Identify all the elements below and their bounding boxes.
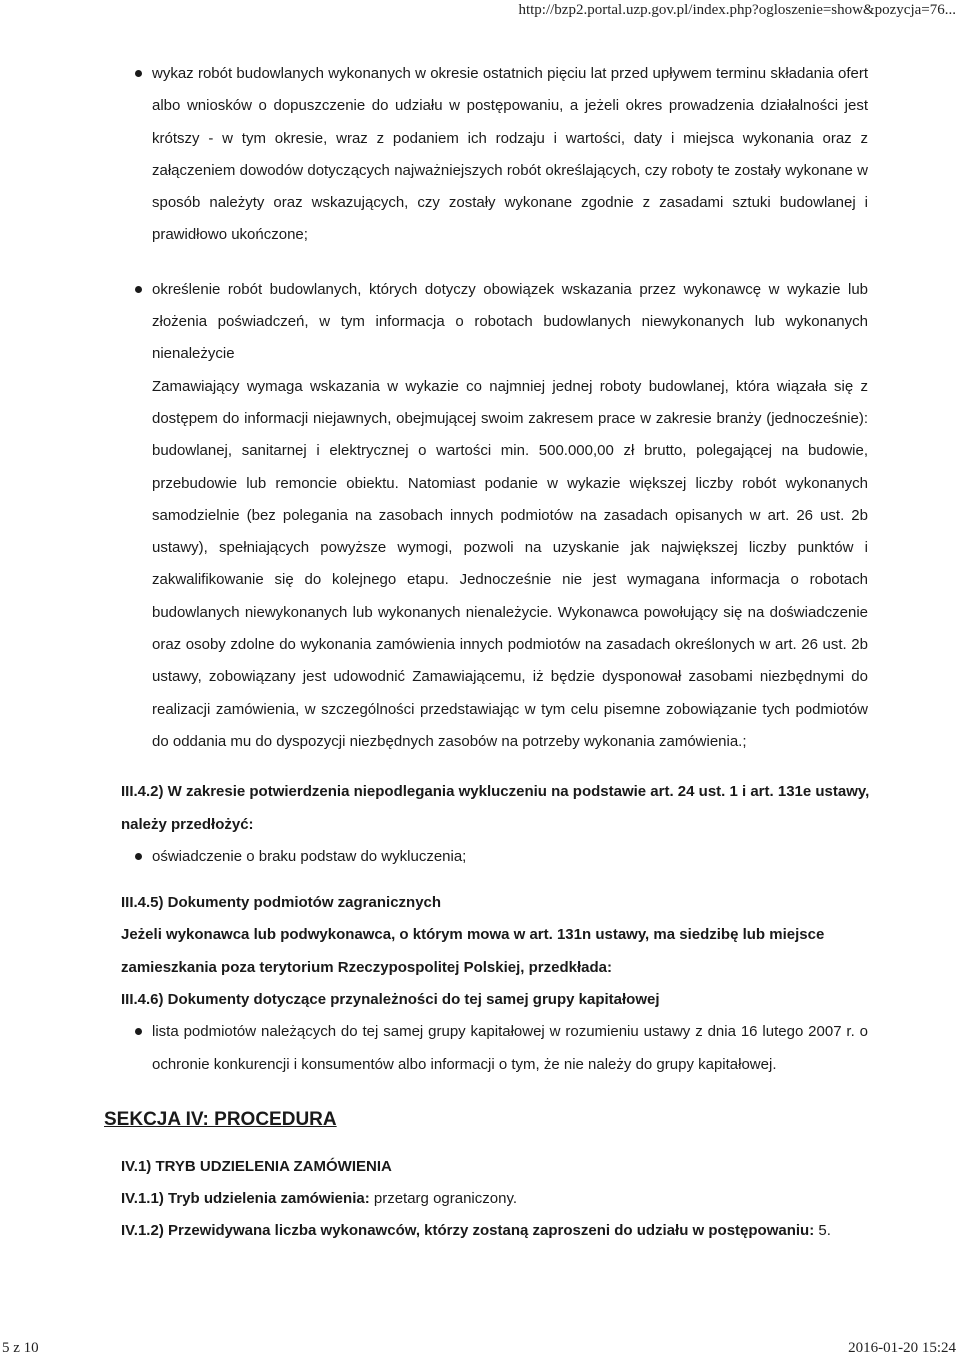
requirement-paragraph: Zamawiający wymaga wskazania w wykazie co najmniej jednej roboty budowlanej, która wiązała się z dostępem do informacji niejawnych, obejmującej swoim zakresem prace w zakresie branży (jednocześnie): budowlanej, sanitarnej i elektrycznej o wartości min. 500.000,00 zł brutto, polegającej na budowie, przebudowie lub remoncie obiektu. Natomiast podanie w wykazie większej liczby robót wykonanych samodzielnie (bez polegania na zasobach innych podmiotów na zasadach opisanych w art. 26 ust. 2b ustawy), spełniających powyższe wymogi, pozwoli na uzyskanie jak największej liczby punktów i zakwalifikowanie się do kolejnego etapu. Jednocześnie nie jest wymagana informacja o robotach budowlanych niewykonanych lub wykonanych nienależycie. Wykonawca powołujący się na doświadczenie oraz osoby zdolne do wykonania zamówienia innych podmiotów na zasadach określonych w art. 26 ust. 2b ustawy, zobowiązany jest udowodnić Zamawiającemu, iż będzie dysponował zasobami niezbędnymi do realizacji zamówienia, w szczególności przedstawiając w tym celu pisemne zobowiązanie tych podmiotów do oddania mu do dyspozycji niezbędnych zasobów na potrzeby wykonania zamówienia.; [152, 377, 868, 750]
iv-1-1-value: przetarg ograniczony. [369, 1189, 518, 1207]
spacer [0, 873, 960, 887]
section-heading-iii-4-6: III.4.6) Dokumenty dotyczące przynależności do tej samej grupy kapitałowej [121, 991, 660, 1009]
section-heading-iii-4-5: III.4.5) Dokumenty podmiotów zagranicznych [121, 894, 442, 912]
heading-iv-1-label: IV.1) TRYB UDZIELENIA ZAMÓWIENIA [121, 1157, 392, 1175]
iv-1-2-label: IV.1.2) Przewidywana liczba wykonawców, którzy zostaną zaproszeni do udziału w postępowaniu: [121, 1221, 815, 1239]
list-item-works-definition: określenie robót budowlanych, których dotyczy obowiązek wskazania przez wykonawcę w wykazie lub złożenia poświadczeń, w tym informacja o robotach budowlanych niewykonanych lub wykonanych nienależycie [152, 274, 868, 371]
iv-1-2-value: 5. [814, 1221, 831, 1239]
row-iv-1-2 [121, 1215, 901, 1247]
iv-1-1-label: IV.1.1) Tryb udzielenia zamówienia: [121, 1189, 370, 1207]
section-heading-iii-4-2: III.4.2) W zakresie potwierdzenia niepodlegania wykluczeniu na podstawie art. 24 ust. 1 i art. 131e ustawy, należy przedłożyć: [121, 783, 870, 833]
list-item-capital-group: lista podmiotów należących do tej samej grupy kapitałowej w rozumieniu ustawy z dnia 16 lutego 2007 r. o ochronie konkurencji i konsumentów albo informacji o tym, że nie należy do grupy kapitałowej. [152, 1016, 868, 1081]
section-title-iv: SEKCJA IV: PROCEDURA [104, 1108, 337, 1130]
spacer [0, 1133, 960, 1151]
document-body [0, 58, 960, 1247]
spacer [0, 758, 960, 776]
list-item-exclusion-statement: oświadczenie o braku podstaw do wykluczenia; [152, 841, 868, 873]
list-item-works-list: wykaz robót budowlanych wykonanych w okresie ostatnich pięciu lat przed upływem terminu składania ofert albo wniosków o dopuszczenie do udziału w postępowaniu, a jeżeli okres prowadzenia działalności jest krótszy - w tym okresie, wraz z podaniem ich rodzaju i wartości, daty i miejsca wykonania oraz z załączeniem dowodów dotyczących najważniejszych robót określających, czy roboty te zostały wykonane w sposób należyty oraz wskazujących, czy zostały wykonane zgodnie z zasadami sztuki budowlanej i prawidłowo ukończone; [152, 58, 868, 252]
heading-iv-1 [121, 1151, 901, 1183]
spacer [0, 1081, 960, 1107]
header-url: http://bzp2.portal.uzp.gov.pl/index.php?ogloszenie=show&pozycja=76... [518, 2, 956, 18]
page-number: 5 z 10 [2, 1340, 39, 1356]
print-datetime: 2016-01-20 15:24 [848, 1340, 956, 1356]
row-iv-1-1 [121, 1183, 901, 1215]
spacer [0, 252, 960, 274]
subheading-foreign-entities: Jeżeli wykonawca lub podwykonawca, o którym mowa w art. 131n ustawy, ma siedzibę lub miejsce zamieszkania poza terytorium Rzeczypospolitej Polskiej, przedkłada: [121, 926, 825, 976]
